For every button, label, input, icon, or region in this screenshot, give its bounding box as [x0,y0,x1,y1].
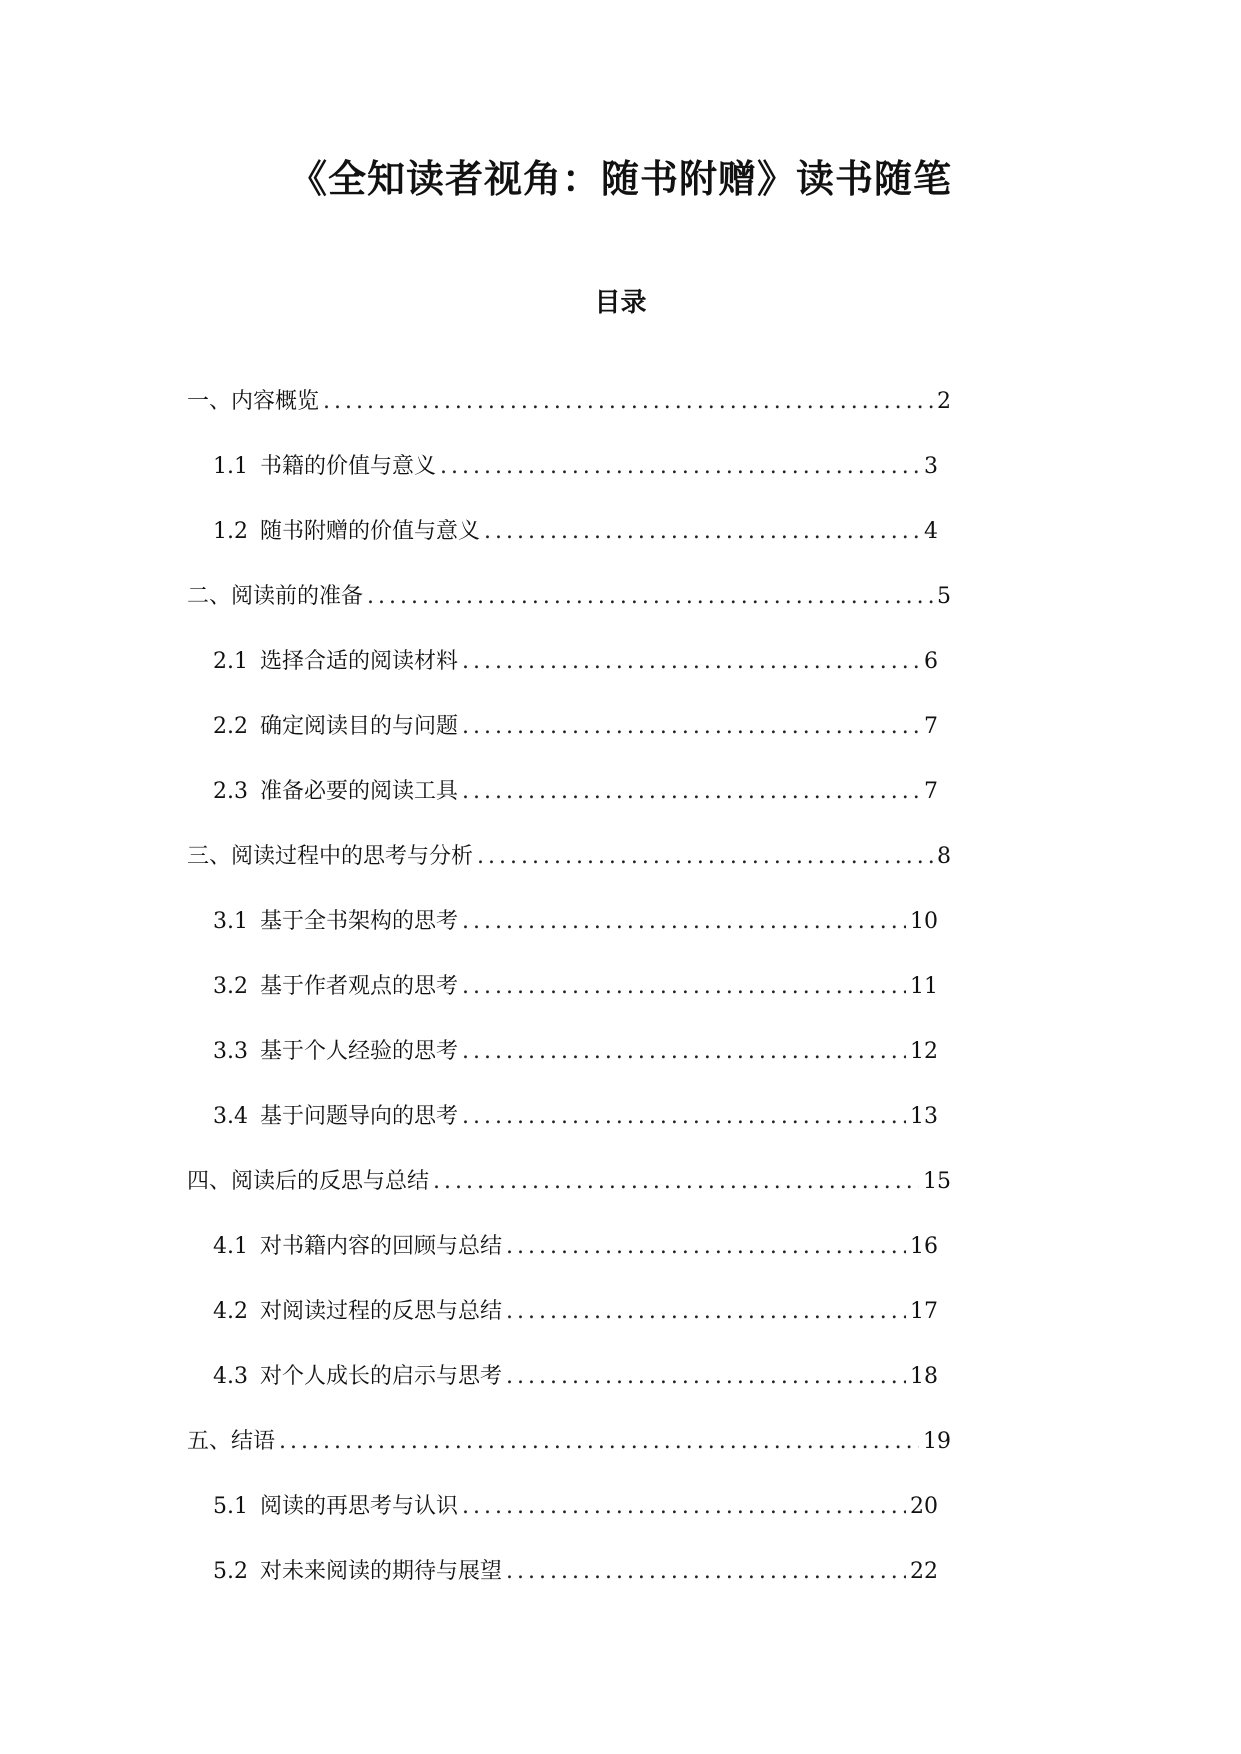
toc-dot-leader [367,584,933,609]
toc-entry-2-1[interactable] [213,644,938,709]
toc-entry-title: 书籍的价值与意义 [260,454,437,479]
toc-page-number: 2 [937,389,951,414]
toc-dot-leader [462,1494,906,1519]
toc-entry-3-4[interactable] [213,1099,938,1164]
document-title: 《全知读者视角：随书附赠》读书随笔 [288,156,952,201]
toc-dot-leader [462,714,920,739]
toc-entry-title: 准备必要的阅读工具 [260,779,459,804]
toc-entry-3-2[interactable] [213,969,938,1034]
toc-page-number: 17 [910,1299,938,1324]
toc-entry-title: 四、阅读后的反思与总结 [187,1169,430,1194]
toc-dot-leader [433,1169,919,1194]
toc-dot-leader [477,844,933,869]
toc-entry-title: 二、阅读前的准备 [187,584,364,609]
toc-entry-title: 基于作者观点的思考 [260,974,459,999]
toc-page-number: 3 [924,454,938,479]
toc-entry-1[interactable] [187,384,951,449]
toc-section-number: 4.2 [213,1299,248,1324]
toc-dot-leader [462,974,906,999]
toc-entry-title: 对未来阅读的期待与展望 [260,1559,503,1584]
toc-section-number: 4.3 [213,1364,248,1389]
toc-section-number: 2.1 [213,649,248,674]
toc-entry-3-3[interactable] [213,1034,938,1099]
toc-page-number: 20 [910,1494,938,1519]
toc-entry-title: 基于全书架构的思考 [260,909,459,934]
toc-page-number: 7 [924,714,938,739]
toc-entry-title: 基于个人经验的思考 [260,1039,459,1064]
toc-entry-4-2[interactable] [213,1294,938,1359]
toc-entry-title: 对阅读过程的反思与总结 [260,1299,503,1324]
toc-section-number: 4.1 [213,1234,248,1259]
toc-entry-4[interactable] [187,1164,951,1229]
toc-section-number: 3.4 [213,1104,248,1129]
toc-dot-leader [462,909,906,934]
table-of-contents [0,384,1241,1619]
toc-page-number: 8 [937,844,951,869]
toc-entry-5[interactable] [187,1424,951,1489]
toc-entry-2[interactable] [187,579,951,644]
toc-section-number: 2.2 [213,714,248,739]
toc-dot-leader [506,1559,906,1584]
toc-page-number: 15 [923,1169,951,1194]
toc-dot-leader [462,1104,906,1129]
toc-entry-5-2[interactable] [213,1554,938,1619]
toc-page-number: 12 [910,1039,938,1064]
toc-entry-3[interactable] [187,839,951,904]
toc-entry-title: 一、内容概览 [187,389,320,414]
toc-entry-1-1[interactable] [213,449,938,514]
toc-page-number: 4 [924,519,938,544]
toc-dot-leader [440,454,920,479]
toc-page-number: 19 [923,1429,951,1454]
toc-heading: 目录 [594,288,647,318]
toc-entry-title: 对个人成长的启示与思考 [260,1364,503,1389]
toc-page-number: 16 [910,1234,938,1259]
toc-entry-title: 三、阅读过程中的思考与分析 [187,844,474,869]
toc-page-number: 18 [910,1364,938,1389]
toc-section-number: 5.2 [213,1559,248,1584]
toc-section-number: 1.1 [213,454,248,479]
toc-section-number: 5.1 [213,1494,248,1519]
toc-dot-leader [323,389,933,414]
toc-dot-leader [279,1429,919,1454]
toc-entry-3-1[interactable] [213,904,938,969]
toc-dot-leader [462,649,920,674]
toc-entry-1-2[interactable] [213,514,938,579]
toc-entry-title: 阅读的再思考与认识 [260,1494,459,1519]
toc-entry-title: 对书籍内容的回顾与总结 [260,1234,503,1259]
toc-page-number: 13 [910,1104,938,1129]
toc-entry-2-2[interactable] [213,709,938,774]
toc-entry-4-1[interactable] [213,1229,938,1294]
toc-dot-leader [506,1299,906,1324]
toc-section-number: 3.1 [213,909,248,934]
toc-section-number: 1.2 [213,519,248,544]
toc-entry-title: 五、结语 [187,1429,276,1454]
toc-page-number: 10 [910,909,938,934]
toc-dot-leader [462,1039,906,1064]
toc-section-number: 3.3 [213,1039,248,1064]
toc-entry-5-1[interactable] [213,1489,938,1554]
toc-page-number: 22 [910,1559,938,1584]
toc-page-number: 11 [910,974,938,999]
toc-page-number: 5 [937,584,951,609]
toc-dot-leader [506,1234,906,1259]
toc-entry-title: 随书附赠的价值与意义 [260,519,481,544]
toc-entry-title: 确定阅读目的与问题 [260,714,459,739]
toc-dot-leader [506,1364,906,1389]
toc-entry-title: 选择合适的阅读材料 [260,649,459,674]
toc-entry-4-3[interactable] [213,1359,938,1424]
toc-entry-2-3[interactable] [213,774,938,839]
toc-dot-leader [462,779,920,804]
toc-page-number: 6 [924,649,938,674]
toc-entry-title: 基于问题导向的思考 [260,1104,459,1129]
toc-section-number: 3.2 [213,974,248,999]
toc-dot-leader [484,519,920,544]
toc-page-number: 7 [924,779,938,804]
toc-section-number: 2.3 [213,779,248,804]
